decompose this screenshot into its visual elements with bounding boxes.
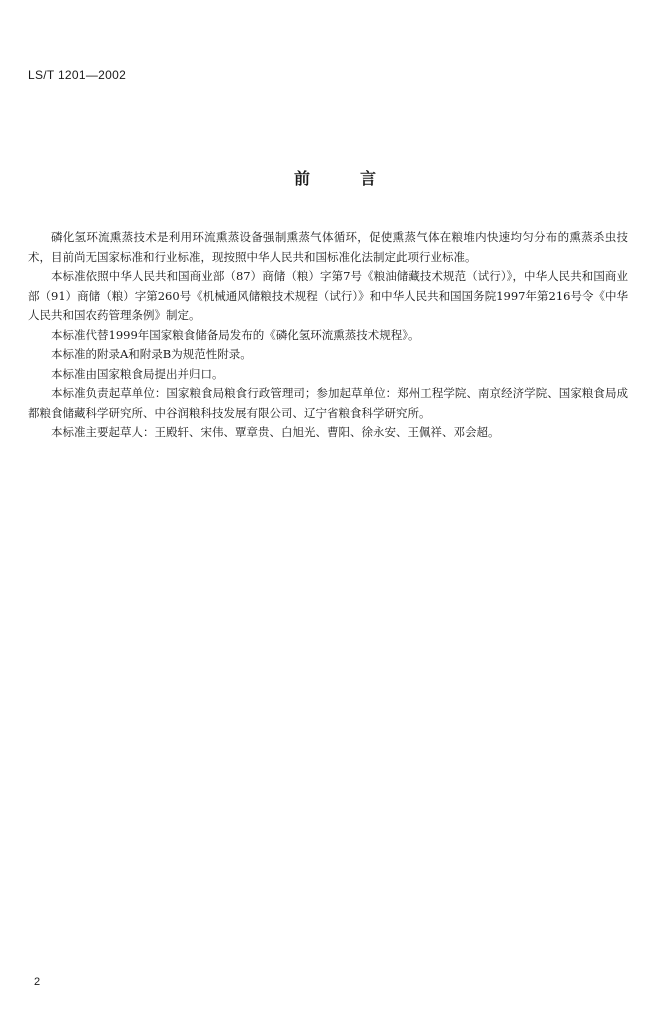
page-title: 前言: [293, 169, 426, 188]
paragraph-annex: 本标准的附录A和附录B为规范性附录。: [51, 347, 252, 361]
page-number: 2: [34, 976, 41, 988]
paragraph-replaces: 本标准代替1999年国家粮食储备局发布的《磷化氢环流熏蒸技术规程》。: [51, 327, 420, 342]
paragraph-drafters: 本标准主要起草人：王殿轩、宋伟、覃章贵、白旭光、曹阳、徐永安、王佩祥、邓会超。: [51, 425, 500, 439]
foreword-body: [28, 228, 628, 443]
paragraph-intro: 磷化氢环流熏蒸技术是利用环流熏蒸设备强制熏蒸气体循环，促使熏蒸气体在粮堆内快速均匀分布的熏蒸杀虫技术，目前尚无国家标准和行业标准，现按照中华人民共和国标准化法制定此项行业标准。: [28, 230, 628, 264]
paragraph-drafting-units: 本标准负责起草单位：国家粮食局粮食行政管理司；参加起草单位：郑州工程学院、南京经济学院、国家粮食局成都粮食储藏科学研究所、中谷润粮科技发展有限公司、辽宁省粮食科学研究所。: [28, 386, 628, 420]
paragraph-basis: 本标准依照中华人民共和国商业部（87）商储（粮）字第7号《粮油储藏技术规范（试行）》，中华人民共和国商业部（91）商储（粮）字第260号《机械通风储粮技术规程（试行）》和中华人民共和国国务院1997年第216号令《中华人民共和国农药管理条例》制定。: [28, 269, 628, 322]
standard-code: LS/T 1201—2002: [28, 68, 127, 82]
paragraph-proposer: 本标准由国家粮食局提出并归口。: [51, 366, 224, 381]
